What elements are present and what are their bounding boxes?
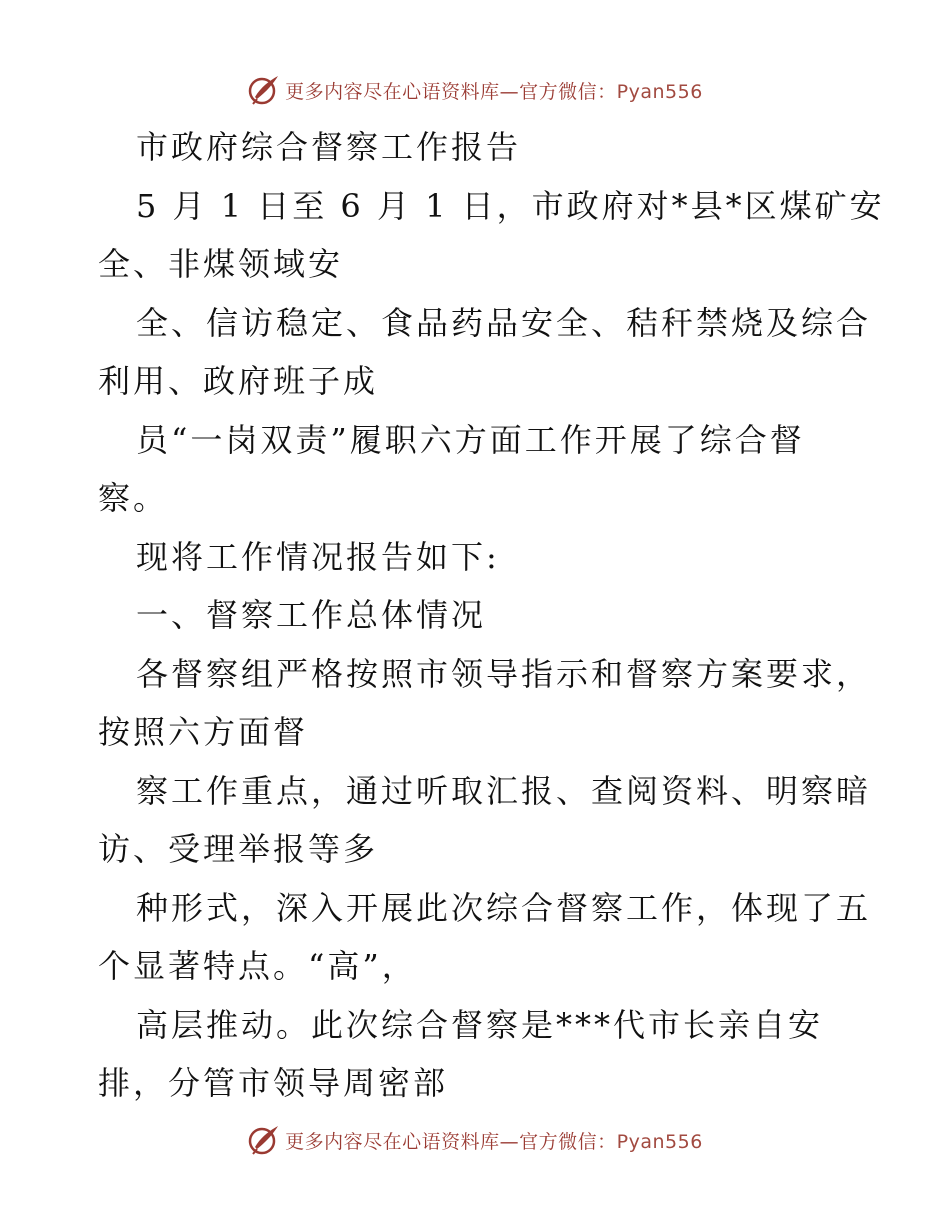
quill-logo-icon bbox=[247, 73, 281, 107]
text-line: 全、非煤领域安 bbox=[98, 245, 344, 283]
text-line: 员“一岗双责”履职六方面工作开展了综合督 bbox=[136, 420, 805, 459]
text-line: 排，分管市领导周密部 bbox=[98, 1064, 449, 1102]
text-line: 一、督察工作总体情况 bbox=[136, 596, 487, 634]
watermark-wechat-id: Pyan556 bbox=[616, 1130, 703, 1153]
watermark-wechat-id: Pyan556 bbox=[616, 80, 703, 103]
watermark-footer bbox=[0, 1120, 950, 1160]
text-line: 察。 bbox=[98, 479, 169, 517]
watermark-header bbox=[0, 70, 950, 110]
text-line: 种形式，深入开展此次综合督察工作，体现了五 bbox=[136, 888, 872, 927]
watermark-text: 更多内容尽在心语资料库—官方微信：Pyan556 bbox=[285, 80, 703, 103]
text-line: 利用、政府班子成 bbox=[98, 362, 379, 400]
text-line: 访、受理举报等多 bbox=[98, 830, 379, 868]
text-line: 个显著特点。“高”， bbox=[98, 947, 417, 985]
quill-logo-icon bbox=[247, 1123, 281, 1157]
watermark-text: 更多内容尽在心语资料库—官方微信：Pyan556 bbox=[285, 1130, 703, 1153]
text-line: 5 月 1 日至 6 月 1 日，市政府对*县*区煤矿安 bbox=[136, 186, 885, 225]
text-line: 现将工作情况报告如下: bbox=[136, 537, 500, 576]
text-line: 各督察组严格按照市领导指示和督察方案要求， bbox=[136, 654, 872, 693]
text-line: 市政府综合督察工作报告 bbox=[136, 128, 522, 166]
text-line: 高层推动。此次综合督察是***代市长亲自安 bbox=[136, 1005, 824, 1044]
text-line: 全、信访稳定、食品药品安全、秸秆禁烧及综合 bbox=[136, 303, 872, 342]
document-body bbox=[98, 118, 885, 1113]
text-line: 按照六方面督 bbox=[98, 713, 309, 751]
text-line: 察工作重点，通过听取汇报、查阅资料、明察暗 bbox=[136, 771, 872, 810]
